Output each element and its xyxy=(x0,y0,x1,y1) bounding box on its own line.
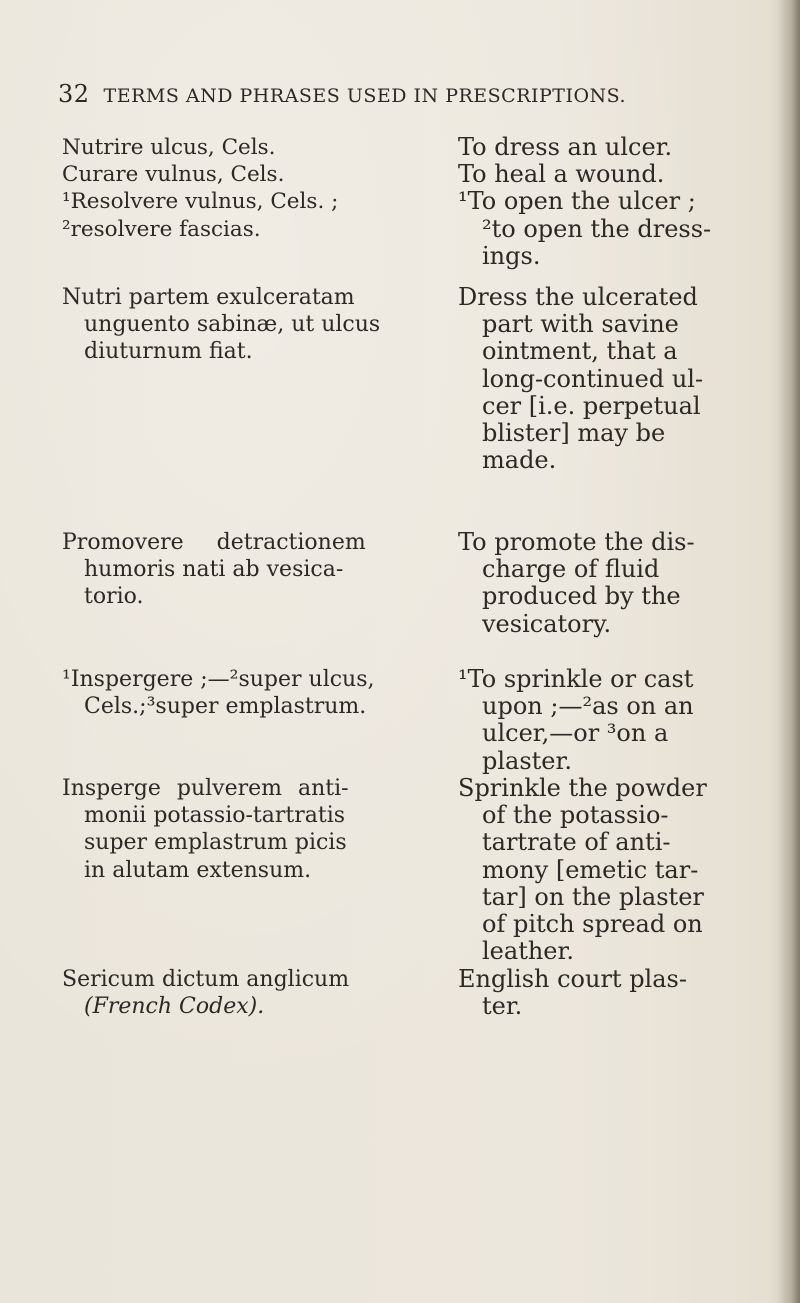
latin-phrase xyxy=(62,666,454,720)
english-line: To heal a wound. xyxy=(458,160,665,189)
english-line: produced by the xyxy=(482,582,681,611)
english-translation xyxy=(458,284,768,474)
english-line: leather. xyxy=(482,937,574,966)
english-line: ¹To open the ulcer ; xyxy=(458,187,696,216)
english-translation xyxy=(458,775,768,965)
latin-line: humoris nati ab vesica- xyxy=(84,557,344,583)
english-line: upon ;—²as on an xyxy=(482,692,694,721)
english-translation xyxy=(458,966,768,1020)
latin-line: Sericum dictum anglicum xyxy=(62,967,350,992)
english-line: long-continued ul- xyxy=(482,364,704,393)
latin-phrase xyxy=(62,966,454,1020)
latin-line: diuturnum fiat. xyxy=(84,339,253,365)
english-line: ointment, that a xyxy=(482,337,678,366)
english-line: vesicatory. xyxy=(482,609,612,638)
latin-line: in alutam extensum. xyxy=(84,857,312,883)
latin-line: unguento sabinæ, ut ulcus xyxy=(84,312,381,338)
english-line: ¹To sprinkle or cast xyxy=(458,665,694,693)
latin-line: Nutri partem exulceratam xyxy=(62,285,355,310)
english-line: plaster. xyxy=(482,746,572,775)
english-line: mony [emetic tar- xyxy=(482,855,699,884)
page-number: 32 xyxy=(58,80,90,108)
english-translation xyxy=(458,529,768,638)
latin-phrase xyxy=(62,134,454,243)
latin-line: Curare vulnus, Cels. xyxy=(62,162,285,188)
latin-line: Promovere detractionem xyxy=(62,530,366,555)
latin-line: ²resolvere fascias. xyxy=(62,216,261,242)
latin-line: (French Codex). xyxy=(84,994,265,1020)
running-head xyxy=(58,80,778,108)
latin-phrase xyxy=(62,529,454,611)
running-head-title: TERMS AND PHRASES USED IN PRESCRIPTIONS. xyxy=(103,85,627,107)
latin-line: monii potassio-tartratis xyxy=(84,803,346,829)
latin-line: torio. xyxy=(84,584,144,610)
english-line: To promote the dis- xyxy=(458,528,695,556)
latin-line: Insperge pulverem anti- xyxy=(62,776,349,801)
english-line: part with savine xyxy=(482,310,679,339)
page-edge-shadow xyxy=(778,0,800,1303)
english-line: ulcer,—or ³on a xyxy=(482,719,669,748)
english-line: of the potassio- xyxy=(482,801,669,830)
latin-phrase xyxy=(62,284,454,366)
english-line: Sprinkle the powder xyxy=(458,774,707,802)
english-line: charge of fluid xyxy=(482,555,660,584)
english-line: ter. xyxy=(482,992,523,1021)
latin-line: super emplastrum picis xyxy=(84,830,347,856)
latin-line: ¹Inspergere ;—²super ulcus, xyxy=(62,667,375,692)
english-line: made. xyxy=(482,446,557,475)
english-line: of pitch spread on xyxy=(482,910,703,939)
latin-line: Nutrire ulcus, Cels. xyxy=(62,135,276,160)
english-line: blister] may be xyxy=(482,419,666,448)
english-line: cer [i.e. perpetual xyxy=(482,391,701,420)
english-line: tar] on the plaster xyxy=(482,882,704,911)
english-line: Dress the ulcerated xyxy=(458,283,698,311)
latin-phrase xyxy=(62,775,454,884)
english-line: ²to open the dress- xyxy=(482,214,712,243)
latin-line: Cels.;³super emplastrum. xyxy=(84,694,367,720)
english-line: tartrate of anti- xyxy=(482,828,671,857)
english-translation xyxy=(458,134,768,270)
english-line: English court plas- xyxy=(458,965,687,993)
english-line: ings. xyxy=(482,241,541,270)
latin-line: ¹Resolvere vulnus, Cels. ; xyxy=(62,189,339,215)
english-translation xyxy=(458,666,768,775)
english-line: To dress an ulcer. xyxy=(458,133,673,161)
